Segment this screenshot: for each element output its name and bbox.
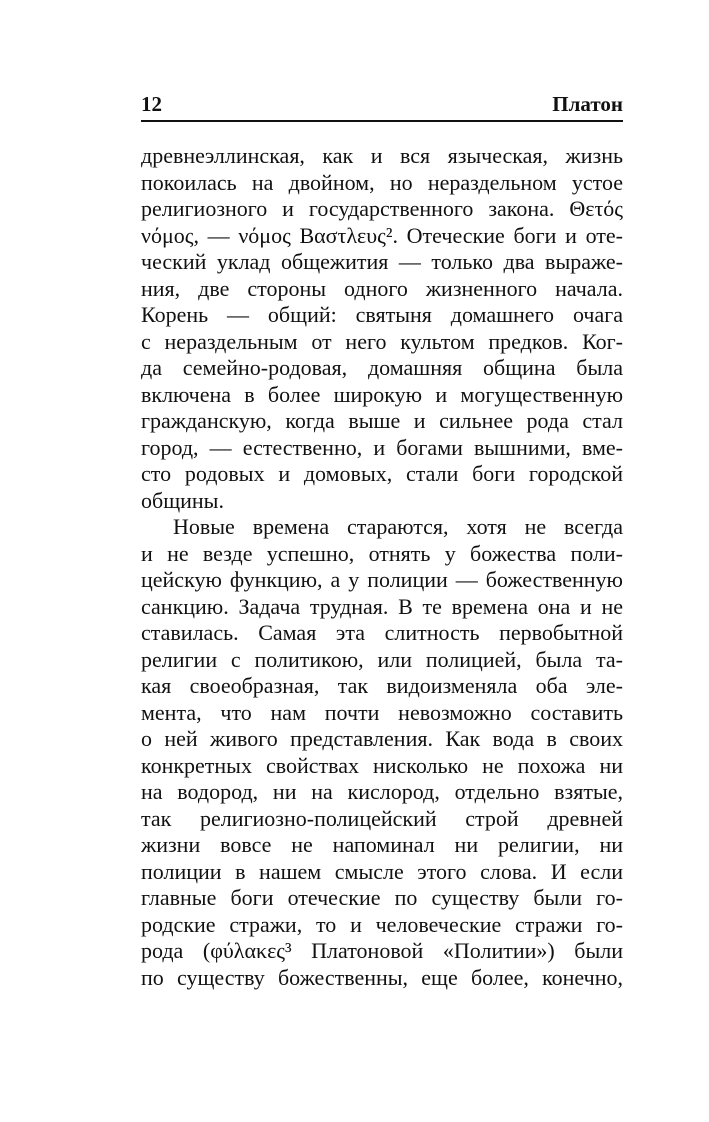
text-line: родские стражи, то и человеческие стражи го-	[141, 911, 623, 937]
page-number: 12	[141, 92, 162, 116]
text-line: ния, две стороны одного жизненного начала.	[141, 275, 623, 301]
text-line: на водород, ни на кислород, отдельно взятые,	[141, 779, 623, 804]
text-line: Корень — общий: святыня домашнего очага	[141, 302, 623, 327]
text-line: главные боги отеческие по существу были го-	[141, 885, 623, 910]
text-line: рода (φύλακες³ Платоновой «Политии») были	[141, 938, 623, 963]
text-line: мента, что нам почти невозможно составить	[141, 699, 623, 725]
text-line: с нераздельным от него культом предков. Ког-	[141, 328, 623, 354]
running-head	[141, 92, 623, 122]
text-line: религиозного и государственного закона. Θετός	[141, 196, 623, 221]
paragraph-first-line: Новые времена стараются, хотя не всегда	[173, 514, 623, 539]
running-title: Платон	[552, 92, 623, 116]
text-line: жизни вовсе не напоминал ни религии, ни	[141, 832, 623, 857]
text-line: сто родовых и домовых, стали боги городской	[141, 461, 623, 486]
text-line: по существу божественны, еще более, конечно,	[141, 964, 623, 990]
text-line: город, — естественно, и богами вышними, вме-	[141, 434, 623, 460]
text-line: покоилась на двойном, но нераздельном устое	[141, 169, 623, 195]
text-line: ставилась. Самая эта слитность первобытной	[141, 620, 623, 645]
body-text	[141, 143, 623, 991]
text-line: санкцию. Задача трудная. В те времена она и не	[141, 593, 623, 619]
text-line: гражданскую, когда выше и сильнее рода стал	[141, 408, 623, 433]
header-rule	[141, 120, 623, 122]
text-line: общины.	[141, 487, 224, 513]
text-line: конкретных свойствах нисколько не похожа ни	[141, 752, 623, 778]
text-line: да семейно-родовая, домашняя община была	[141, 355, 623, 380]
text-line: древнеэллинская, как и вся языческая, жизнь	[141, 143, 623, 168]
text-line: о ней живого представления. Как вода в своих	[141, 726, 623, 751]
text-line: цейскую функцию, а у полиции — божественную	[141, 567, 623, 592]
text-line: так религиозно-полицейский строй древней	[141, 805, 623, 831]
text-line: кая своеобразная, так видоизменяла оба эле-	[141, 673, 623, 698]
text-line: религии с политикою, или полицией, была та-	[141, 646, 623, 672]
text-line: включена в более широкую и могущественную	[141, 381, 623, 407]
text-line: νόμος, — νόμος Βαστλευς². Отеческие боги и оте-	[141, 222, 623, 248]
text-line: и не везде успешно, отнять у божества поли-	[141, 540, 623, 566]
text-line: ческий уклад общежития — только два выраже-	[141, 249, 623, 274]
text-line: полиции в нашем смысле этого слова. И если	[141, 858, 623, 884]
